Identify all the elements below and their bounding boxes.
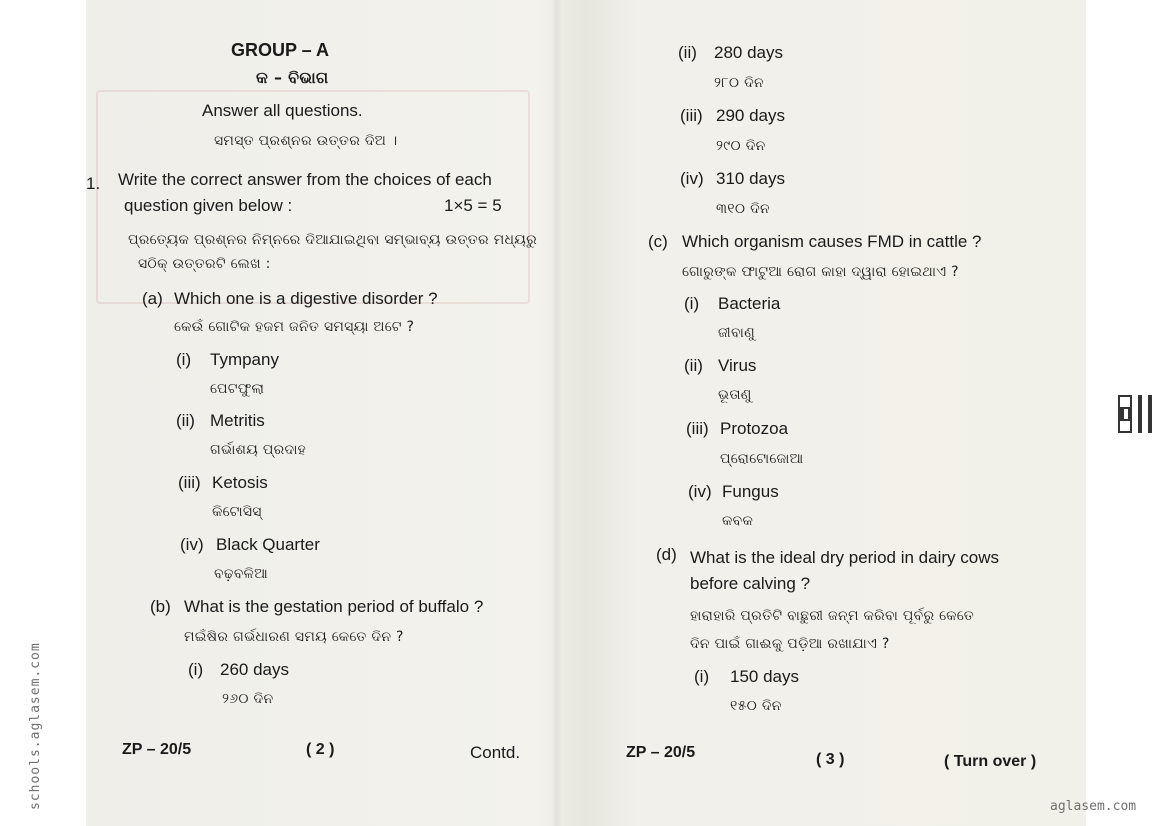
option-b-ii-num: (ii) <box>678 43 697 62</box>
right-page <box>560 0 1080 826</box>
option-a-iii-text: Ketosis <box>212 473 268 492</box>
option-c-iii-text: Protozoa <box>720 419 789 438</box>
qr-code-icon <box>1118 395 1158 433</box>
right-watermark: aglasem.com <box>1050 799 1137 814</box>
question-d-label: (d) <box>656 545 677 564</box>
option-c-iv-text: Fungus <box>722 482 779 501</box>
option-c-ii-num: (ii) <box>684 356 703 375</box>
option-b-iv-num: (iv) <box>680 169 704 188</box>
option-c-ii-odia: ଭୂତାଣୁ <box>718 387 752 403</box>
question-d-odia-line-1: ହାରାହାରି ପ୍ରତିଟି ବାଛୁରୀ ଜନ୍ମ କରିବା ପୂର୍ବରୁ କେତେ <box>690 608 975 624</box>
question-a-label: (a) <box>142 289 163 308</box>
question-1-marks: 1×5 = 5 <box>444 196 502 215</box>
question-a-odia: କେଉଁ ଗୋଟିକ ହଜମ ଜନିତ ସମସ୍ୟା ଅଟେ ? <box>174 319 415 335</box>
question-1-line-2: question given below : <box>124 196 293 215</box>
option-a-iv-num: (iv) <box>180 535 204 554</box>
option-b-iv-odia: ୩୧୦ ଦିନ <box>716 201 770 217</box>
option-b-i-odia: ୨୬୦ ଦିନ <box>222 691 274 707</box>
option-b-ii-odia: ୨୮୦ ଦିନ <box>714 75 764 91</box>
question-b-label: (b) <box>150 597 171 616</box>
option-b-iv-text: 310 days <box>716 169 785 188</box>
option-c-i-num: (i) <box>684 294 700 313</box>
option-a-i-num: (i) <box>176 350 192 369</box>
option-a-ii-odia: ଗର୍ଭାଶୟ ପ୍ରଦାହ <box>210 442 307 458</box>
option-b-iii-text: 290 days <box>716 106 785 125</box>
instruction-odia: ସମସ୍ତ ପ୍ରଶ୍ନର ଉତ୍ତର ଦିଅ । <box>214 133 398 149</box>
question-a-text: Which one is a digestive disorder ? <box>174 289 438 308</box>
option-d-i-text: 150 days <box>730 667 799 686</box>
instruction: Answer all questions. <box>202 101 363 120</box>
question-c-odia: ଗୋରୁଙ୍କ ଫାଟୁଆ ରୋଗ କାହା ଦ୍ୱାରା ହୋଇଥାଏ ? <box>682 264 959 280</box>
question-1-number: 1. <box>86 174 101 193</box>
question-b-odia: ମଇଁଷିର ଗର୍ଭଧାରଣ ସମୟ କେତେ ଦିନ ? <box>184 629 404 645</box>
option-a-iv-odia: ବଢ଼ବଳିଆ <box>214 566 268 582</box>
left-footer-code: ZP – 20/5 <box>122 741 192 758</box>
option-a-i-odia: ପେଟଫୁଲା <box>210 381 265 397</box>
option-a-iv-text: Black Quarter <box>216 535 320 554</box>
question-c-label: (c) <box>648 232 668 251</box>
right-footer-code: ZP – 20/5 <box>626 744 696 761</box>
option-b-i-num: (i) <box>188 660 204 679</box>
option-d-i-odia: ୧୫୦ ଦିନ <box>730 698 782 714</box>
right-footer-page-number: ( 3 ) <box>816 751 845 768</box>
option-a-i-text: Tympany <box>210 350 279 369</box>
option-b-iii-odia: ୨୯୦ ଦିନ <box>716 138 766 154</box>
question-1-odia-line-2: ସଠିକ୍ ଉତ୍ତରଟି ଲେଖ : <box>138 256 271 272</box>
option-c-iv-odia: କବକ <box>722 513 754 529</box>
option-c-ii-text: Virus <box>718 356 757 375</box>
left-page <box>86 0 552 826</box>
left-watermark: schools.aglasem.com <box>28 642 43 810</box>
question-d-line-1: What is the ideal dry period in dairy cows <box>690 548 999 567</box>
left-footer-page-number: ( 2 ) <box>306 741 335 758</box>
question-1-odia-line-1: ପ୍ରତ୍ୟେକ ପ୍ରଶ୍ନର ନିମ୍ନରେ ଦିଆଯାଇଥିବା ସମ୍ଭାବ୍ୟ ଉତ୍ତର ମଧ୍ୟରୁ <box>128 232 538 248</box>
question-b-text: What is the gestation period of buffalo ? <box>184 597 484 616</box>
option-a-ii-text: Metritis <box>210 411 265 430</box>
right-footer-turn-over: ( Turn over ) <box>944 753 1037 770</box>
question-c-text: Which organism causes FMD in cattle ? <box>682 232 982 251</box>
option-c-i-text: Bacteria <box>718 294 781 313</box>
option-a-ii-num: (ii) <box>176 411 195 430</box>
group-title-odia: କ – ବିଭାଗ <box>256 68 329 87</box>
left-footer-contd: Contd. <box>470 743 521 762</box>
option-a-iii-odia: କିଟୋସିସ୍ <box>212 504 262 520</box>
option-c-i-odia: ଜୀବାଣୁ <box>718 325 755 341</box>
group-title: GROUP – A <box>231 40 330 60</box>
option-b-ii-text: 280 days <box>714 43 783 62</box>
option-a-iii-num: (iii) <box>178 473 201 492</box>
option-b-iii-num: (iii) <box>680 106 703 125</box>
question-d-odia-line-2: ଦିନ ପାଇଁ ଗାଈକୁ ପଡ଼ିଆ ରଖାଯାଏ ? <box>690 636 890 652</box>
option-b-i-text: 260 days <box>220 660 289 679</box>
option-d-i-num: (i) <box>694 667 710 686</box>
option-c-iii-num: (iii) <box>686 419 709 438</box>
option-c-iv-num: (iv) <box>688 482 712 501</box>
option-c-iii-odia: ପ୍ରୋଟୋଜୋଆ <box>720 451 804 467</box>
question-d-line-2: before calving ? <box>690 574 811 593</box>
question-1-line-1: Write the correct answer from the choices of each <box>118 170 492 189</box>
